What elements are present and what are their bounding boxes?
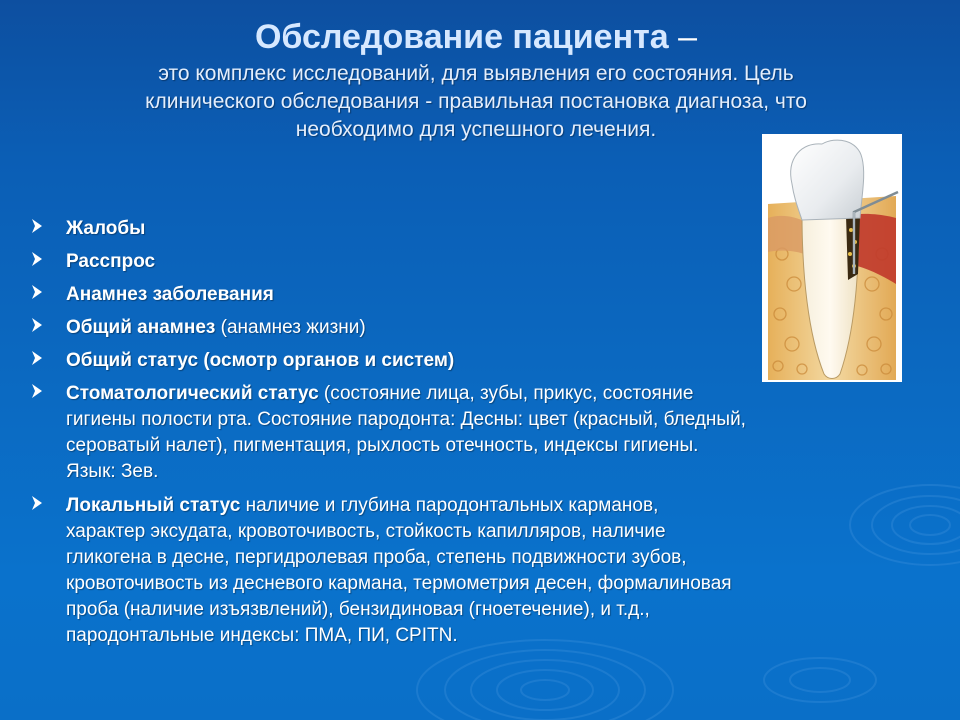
list-item-bold: Общий статус (осмотр органов и систем) [66, 350, 455, 371]
list-item [30, 216, 935, 242]
list-item-text: кровоточивость из десневого кармана, термометрия десен, формалиновая [66, 573, 732, 594]
title-block [40, 14, 912, 144]
arrow-bullet-icon [30, 250, 44, 268]
list-item-bold: Анамнез заболевания [66, 284, 274, 305]
list-item-bold: Общий анамнез [66, 317, 216, 338]
arrow-bullet-icon [30, 349, 44, 367]
list-item [30, 282, 935, 308]
list-item-bold: Расспрос [66, 251, 156, 272]
list-item [30, 315, 935, 341]
arrow-bullet-icon [30, 494, 44, 512]
list-item-text: (состояние лица, зубы, прикус, состояние [318, 383, 694, 404]
list-item [30, 381, 935, 485]
list-item [30, 348, 935, 374]
list-item-text: наличие и глубина пародонтальных карманов, [240, 495, 659, 516]
list-item-text: проба (наличие изъязвлений), бензидиновая (гноетечение), и т.д., [66, 599, 650, 620]
list-item-text: характер эксудата, кровоточивость, стойкость капилляров, наличие [66, 521, 666, 542]
slide-subtitle-line: клинического обследования - правильная постановка диагноза, что [145, 90, 807, 113]
list-item [30, 493, 935, 649]
arrow-bullet-icon [30, 316, 44, 334]
arrow-bullet-icon [30, 382, 44, 400]
list-item-text: гигиены полости рта. Состояние пародонта: Десны: цвет (красный, бледный, [66, 409, 746, 430]
slide-subtitle-line: необходимо для успешного лечения. [295, 118, 657, 141]
arrow-bullet-icon [30, 217, 44, 235]
arrow-bullet-icon [30, 283, 44, 301]
list-item-bold: Стоматологический статус [66, 383, 319, 404]
list-item-text: Язык: Зев. [66, 461, 159, 482]
slide-title-text: Обследование пациента [254, 18, 669, 56]
list-item-bold: Локальный статус [66, 495, 241, 516]
list-item-text: пародонтальные индексы: ПМА, ПИ, CPITN. [66, 625, 458, 646]
list-item-text: сероватый налет), пигментация, рыхлость отечность, индексы гигиены. [66, 435, 699, 456]
list-item-bold: Жалобы [66, 218, 146, 239]
slide-title-dash: – [668, 18, 698, 56]
examination-list [30, 216, 935, 657]
list-item-text: гликогена в десне, пергидролевая проба, степень подвижности зубов, [66, 547, 687, 568]
slide-subtitle-line: это комплекс исследований, для выявления его состояния. Цель [158, 62, 794, 85]
slide-title [40, 14, 912, 60]
list-item-text: (анамнез жизни) [215, 317, 366, 338]
list-item [30, 249, 935, 275]
